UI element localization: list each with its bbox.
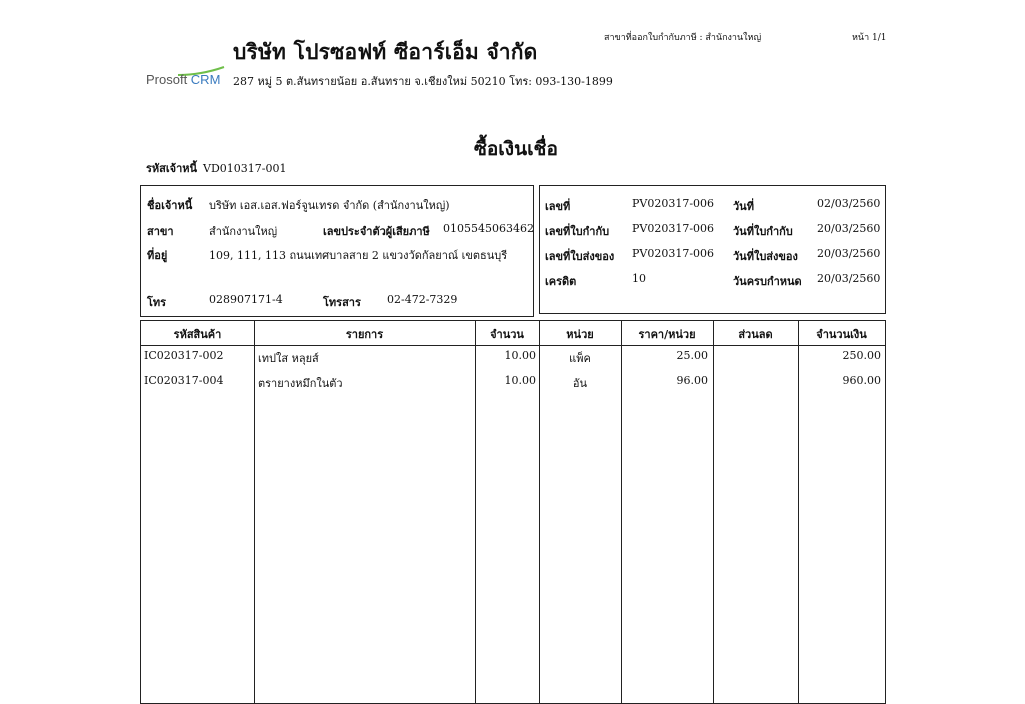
creditor-phone: 028907171-4 [209, 293, 283, 306]
company-address: 287 หมู่ 5 ต.สันทรายน้อย อ.สันทราย จ.เชียงใหม่ 50210 โทร: 093-130-1899 [233, 75, 613, 88]
cell-unit: แพ็ค [569, 352, 591, 365]
creditor-taxid: 0105545063462 [443, 222, 534, 235]
branch-issuing: สาขาที่ออกใบกำกับภาษี : สำนักงานใหญ่ [604, 33, 762, 43]
creditor-fax: 02-472-7329 [387, 293, 458, 306]
invoice-date-label: วันที่ใบกำกับ [733, 225, 793, 238]
header-divider [141, 345, 885, 346]
logo-text: Prosoft CRM [146, 72, 221, 87]
creditor-name-label: ชื่อเจ้าหนี้ [147, 199, 193, 212]
column-divider [713, 321, 714, 703]
creditor-fax-label: โทรสาร [323, 296, 361, 309]
creditor-taxid-label: เลขประจำตัวผู้เสียภาษี [323, 225, 430, 238]
cell-code: IC020317-002 [144, 349, 224, 362]
header-amount: จำนวนเงิน [816, 328, 867, 341]
header-quantity: จำนวน [490, 328, 524, 341]
creditor-branch: สำนักงานใหญ่ [209, 225, 278, 238]
creditor-address-label: ที่อยู่ [147, 249, 168, 262]
delivery-no: PV020317-006 [632, 247, 715, 260]
header-unit-price: ราคา/หน่วย [638, 328, 696, 341]
credit-label: เครดิต [545, 275, 577, 288]
delivery-date-label: วันที่ใบส่งของ [733, 250, 798, 263]
items-table [140, 320, 886, 704]
invoice-no-label: เลขที่ใบกำกับ [545, 225, 610, 238]
cell-amount: 960.00 [842, 374, 881, 387]
cell-quantity: 10.00 [504, 374, 536, 387]
creditor-code [146, 159, 287, 177]
doc-date: 02/03/2560 [817, 197, 881, 210]
creditor-code-value: VD010317-001 [203, 162, 287, 175]
doc-number-label: เลขที่ [545, 200, 571, 213]
header-unit: หน่วย [566, 328, 594, 341]
credit-value: 10 [632, 272, 646, 285]
doc-number: PV020317-006 [632, 197, 715, 210]
invoice-date: 20/03/2560 [817, 222, 881, 235]
document-info-box [539, 185, 886, 314]
page-number: หน้า 1/1 [852, 33, 887, 43]
delivery-no-label: เลขที่ใบส่งของ [545, 250, 615, 263]
company-logo [146, 66, 226, 88]
document-title: ซื้อเงินเชื่อ [474, 138, 558, 160]
cell-description: ตรายางหมึกในตัว [258, 377, 343, 390]
column-divider [254, 321, 255, 703]
cell-description: เทปใส หลุยส์ [258, 352, 319, 365]
creditor-phone-label: โทร [147, 296, 167, 309]
due-date-label: วันครบกำหนด [733, 275, 802, 288]
creditor-address: 109, 111, 113 ถนนเทศบาลสาย 2 แขวงวัดกัลยาณ์ เขตธนบุรี [209, 249, 508, 262]
header-discount: ส่วนลด [738, 328, 773, 341]
cell-unit: อัน [572, 377, 588, 390]
cell-quantity: 10.00 [504, 349, 536, 362]
header-code: รหัสสินค้า [173, 328, 222, 341]
due-date: 20/03/2560 [817, 272, 881, 285]
delivery-date: 20/03/2560 [817, 247, 881, 260]
cell-unit-price: 96.00 [676, 374, 708, 387]
company-name: บริษัท โปรซอฟท์ ซีอาร์เอ็ม จำกัด [233, 39, 538, 64]
doc-date-label: วันที่ [733, 200, 754, 213]
invoice-no: PV020317-006 [632, 222, 715, 235]
cell-unit-price: 25.00 [676, 349, 708, 362]
cell-amount: 250.00 [842, 349, 881, 362]
creditor-code-label: รหัสเจ้าหนี้ [146, 162, 198, 175]
creditor-name: บริษัท เอส.เอส.ฟอร์จูนเทรด จำกัด (สำนักงานใหญ่) [209, 199, 450, 212]
creditor-branch-label: สาขา [147, 225, 174, 238]
creditor-info-box [140, 185, 534, 317]
header-description: รายการ [345, 328, 384, 341]
cell-code: IC020317-004 [144, 374, 224, 387]
